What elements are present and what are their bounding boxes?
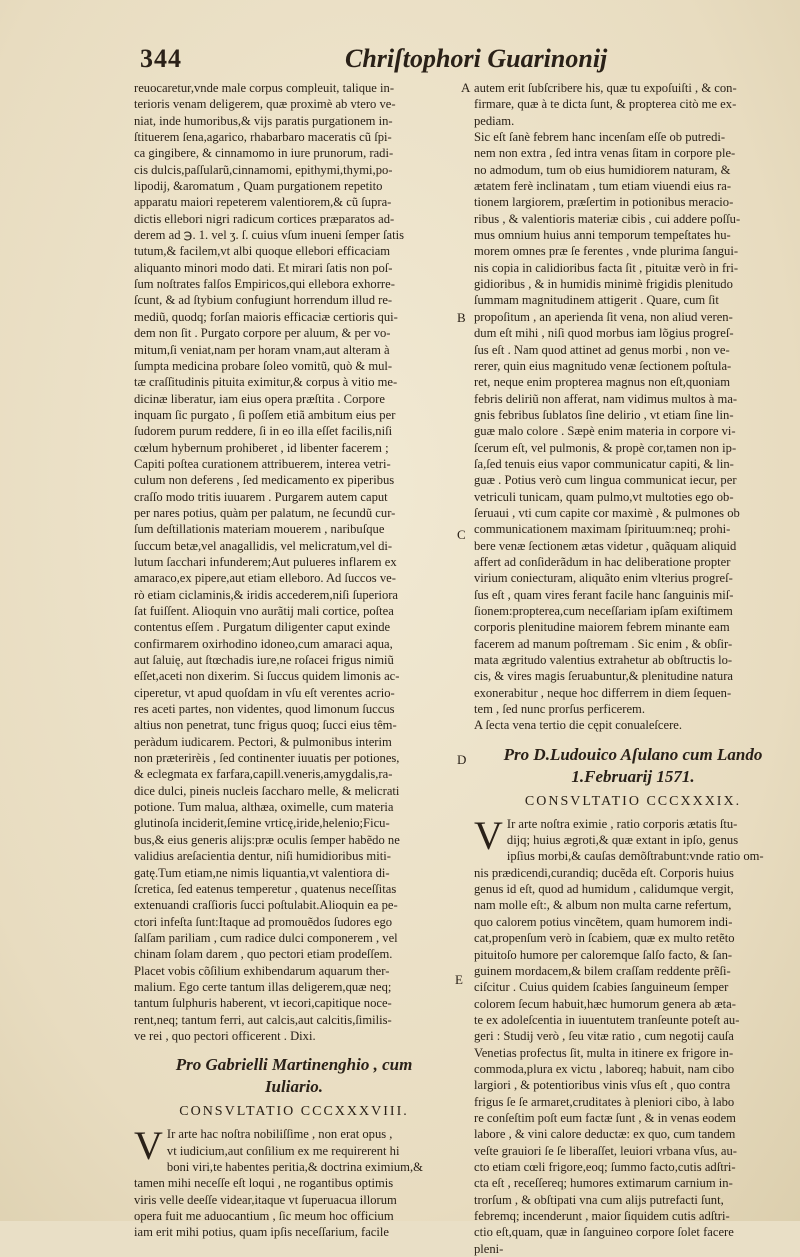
right-column	[474, 80, 792, 1257]
text-line: nis copia in calidioribus facta ſit , pituitæ verò in fri-	[474, 260, 739, 275]
text-line: pediam.	[474, 113, 515, 128]
text-line: ſudorem purum reddere, ſi in eo illa eſſet facilis,niſi	[134, 424, 393, 439]
text-line: cœlum hybernum prohiberet , id libenter facerem ;	[134, 440, 389, 455]
consultation-heading-left: CONSVLTATIO CCCXXXVIII.	[179, 1104, 409, 1120]
text-line: propoſitum , an aperienda ſit vena, non aliud veren-	[474, 309, 733, 324]
text-line: rò etiam ciclaminis,& iridis accederem,niſi ſuperiora	[134, 587, 399, 602]
text-line: terioris venam deligerem, quæ proximè ab vtero ve-	[134, 97, 396, 112]
text-line: iam erit mihi potius, quam ipſis neceſſarium, facile	[134, 1225, 389, 1240]
section-title-left: Pro Gabrielli Martinenghio , cum	[175, 1055, 413, 1075]
text-line: virium coniecturam, aliquãto enim vlterius progreſ-	[474, 571, 733, 586]
text-line: quo calorem potius vincẽtem, quam humorem indi-	[474, 914, 733, 929]
text-line: aut ſaluię, aut ſtœchadis iure,ne roſacei frigus nimiũ	[134, 653, 394, 668]
text-line: derem ad ℈. 1. vel ʒ. ſ. cuius vſum inueni ſemper ſatis	[134, 228, 405, 243]
text-line: frigus ſe ſe armaret,cruditates à pleniori cibo, à labo	[474, 1094, 735, 1109]
text-line: ſummam magnitudinem attigerit . Quare, cum ſit	[474, 293, 719, 308]
section-title-right: Pro D.Ludouico Aſulano cum Lando	[503, 744, 763, 764]
left-column	[134, 80, 454, 1241]
text-line: extenuandi craſſioris ſucci poſtulabit.Alioquin ea pe-	[134, 898, 398, 913]
text-line: Venetias profectus ſit, multa in itinere ex frigore in-	[474, 1045, 734, 1060]
text-line: communicationem maximam ſpirituum:neq; prohi-	[474, 522, 731, 537]
text-line: cto etiam cœli frigore,eoq; ſummo facto,cutis adſtri-	[474, 1159, 736, 1174]
section-subtitle-right: 1.Februarij 1571.	[571, 766, 695, 786]
text-line: bus,& eius generis alijs:præ oculis ſemper habẽdo ne	[134, 832, 400, 847]
text-line: nam molle eſt:, & album non multa carne refertum,	[474, 898, 732, 913]
text-line: no admodum, tum ob eius humidiorem naturam, &	[474, 162, 731, 177]
text-line: rent,neq; tantum ferri, aut calcis,aut calcitis,ſimilis-	[134, 1012, 392, 1027]
text-line: res aceti partes, non videntes, quod limonum ſuccus	[134, 702, 395, 717]
text-line: non præterirèis , ſed continenter iuuatis per potiones,	[134, 751, 400, 766]
margin-letter-d: D	[457, 752, 467, 767]
text-line: ſionem:propterea,cum neceſſariam ipſam exiſtimem	[474, 604, 733, 618]
text-line: Ir arte hac noſtra nobiliſſime , non erat opus ,	[166, 1127, 393, 1142]
text-line: firmare, quæ à te dicta ſunt, & propterea citò me ex-	[474, 97, 737, 112]
text-line: mata ægritudo valentius extrahetur ab obſtructis lo-	[474, 653, 733, 668]
text-line: cat,propenſum verò in ſcabiem, quæ ex multo retẽto	[474, 931, 735, 946]
consultation-text-right	[474, 812, 792, 1257]
text-line: ſalſam pariliam , cum radice dulci componerem , vel	[134, 930, 398, 945]
consultation-body-left	[134, 1123, 454, 1240]
text-line: potione. Tum malua, althæa, oximelle, cum materia	[134, 800, 394, 815]
text-line: facerem ad manum poſtremam . Sic enim , & obſir-	[474, 636, 733, 651]
consultation-heading-right: CONSVLTATIO CCCXXXIX.	[524, 793, 742, 809]
margin-letter-c: C	[457, 527, 466, 542]
text-line: ſumpta medicina probare ſoleo vomitũ, quò & mul-	[134, 358, 393, 373]
text-line: tem , ſed nunc prorſus perficerem.	[474, 702, 645, 717]
text-line: morem omnes præ ſe ferentes , vnde plurima ſangui-	[474, 244, 739, 259]
text-line: glutinoſa inciderit,ſemine vrticę,iride,helenio;Ficu-	[134, 816, 390, 831]
section-subtitle-left: Iuliario.	[264, 1077, 324, 1097]
text-line: ſum deſtillationis materiam mouerem , naribuſque	[134, 522, 385, 537]
text-line: culum non deferens , ſed medicamento ex piperibus	[134, 473, 395, 488]
text-line: affert ad conſiderãdum in hac deliberatione propter	[474, 554, 731, 569]
text-line: boni viri,te habentes peritia,& doctrina eximium,&	[166, 1159, 423, 1174]
text-line: ætatem ferè inclinatam , tum etiam viuendi eius ra-	[474, 179, 732, 194]
margin-letter-b: B	[457, 310, 466, 325]
text-line: exonerabitur , neque hoc differrem in diem ſequen-	[474, 685, 732, 700]
text-line: pleni-	[474, 1241, 504, 1256]
text-line: pituitoſo humore per caloremque ſalſo facto, & ſan-	[474, 947, 733, 962]
text-line: ſcretica, ſed eatenus temperetur , quatenus neceſſitas	[134, 881, 397, 896]
text-line: gnis febribus ſublatos ſine delirio , vt etiam ſine lin-	[474, 407, 734, 422]
running-title: Chriſtophori Guarinonij	[345, 44, 608, 73]
text-line: lipodij, &aromatum , Quam purgationem repetito	[134, 179, 383, 194]
text-line: vt iudicium,aut conſilium ex me requirerent hi	[166, 1143, 400, 1158]
text-line: mediũ, quodq; forſan maioris efficaciæ certioris qui-	[134, 309, 398, 324]
text-line: ctori infeſta ſunt:Itaque ad promouẽdos ſudores ego	[134, 914, 393, 929]
text-line: ſtituerem ſena,agarico, rhabarbaro maceratis cũ ſpi-	[134, 130, 392, 145]
page-number: 344	[140, 44, 182, 73]
text-line: eſſet,aceti non dixerim. Si ſuccus quidem limonis ac-	[134, 669, 400, 684]
text-line: & eclegmata ex farfara,capill.veneris,amygdalis,ra-	[134, 767, 393, 782]
text-line: Capiti poſtea curationem attribuerem, interea vetri-	[134, 456, 391, 471]
text-line: ſuccum betæ,vel anagallidis, vel melicratum,vel di-	[134, 538, 393, 553]
text-line: tutum,& facilem,vt albi quoque ellebori efficaciam	[134, 244, 391, 259]
text-line: te ex adoleſcentia in iuuentutem tranſeunte poteſt au-	[474, 1012, 740, 1027]
margin-letter-a: A	[461, 80, 471, 95]
text-line: trorſum , & obſtipati vna cum alijs putrefacti ſunt,	[474, 1192, 724, 1207]
text-line: febremq; incenderunt , maior ſiquidem cutis adſtri-	[474, 1209, 730, 1223]
text-line: guæ . Potius verò cum lingua communicat iecur, per	[474, 473, 737, 488]
text-line: Ir arte noſtra eximie , ratio corporis ætatis ſtu-	[506, 816, 738, 831]
text-line: dum eſt mihi , niſi quod morbus iam lõgius progreſ-	[474, 326, 734, 341]
text-line: Sic eſt ſanè febrem hanc incenſam eſſe ob putredi-	[474, 130, 726, 145]
text-line: ciſcitur . Cuius quidem ſcabies ſanguineum ſemper	[474, 980, 729, 995]
text-line: re conſeſtim poſt eum factæ ſunt , & in venas eodem	[474, 1110, 736, 1125]
text-line: mus omnium huius anni temporum tempeſtates hu-	[474, 228, 731, 243]
margin-letter-e: E	[455, 972, 463, 987]
text-line: cis dulcis,paſſularũ,cinnamomi, epithymi,thymi,po-	[134, 162, 393, 177]
text-line: ſat fuiſſent. Alioquin vno aurãtij mali cortice, poſtea	[134, 604, 394, 618]
text-line: ſeruaui , vti cum capite cor maximè , & pulmones ob	[474, 505, 740, 520]
text-line: contentus eſſem . Purgatum diligenter caput exinde	[134, 620, 391, 635]
text-line: chinam ſolam darem , quo pectori etiam prodeſſem.	[134, 947, 393, 962]
text-line: dem non ſit . Purgato corpore per aluum, & per vo-	[134, 326, 391, 341]
text-line: ſcunt, & ad ſtybium confugiunt horrendum illud re-	[134, 293, 393, 308]
text-line: Placet vobis cõſilium exhibendarum aquarum ther-	[134, 963, 390, 978]
text-line: gidioribus , & in humidis minimè frigidis plenitudo	[474, 277, 733, 292]
text-line: dijq; huius ægroti,& quæ extant in ipſo, genus	[506, 833, 739, 848]
text-line: commoda,plura ex victu , laboreq; habuit, nam cibo	[474, 1061, 735, 1076]
text-line: malium. Ego certe tantum illas deligerem,quæ neq;	[134, 979, 392, 994]
text-line: tæ craſſitudinis pituita eximitur,& corpus à vitio me-	[134, 375, 398, 390]
text-line: vetriculi tunicam, quam pulmo,vt multoties ego ob-	[474, 489, 734, 504]
text-line: febris deliriũ non afferat, nam vidimus multos à ma-	[474, 391, 738, 406]
text-line: A ſecta vena tertio die cępit conualeſcere.	[474, 718, 683, 733]
text-line: bere venæ ſectionem ætas videtur , quãquam aliquid	[474, 538, 737, 553]
text-line: mitum,ſi veniat,nam per horam vnam,aut alteram à	[134, 342, 390, 357]
text-line: ve rei , quo pectori officerent . Dixi.	[134, 1028, 316, 1043]
drop-cap-left: V	[134, 1123, 163, 1169]
text-line: gatę.Tum etiam,ne nimis liquantia,vt valentiora di-	[134, 865, 390, 880]
text-line: tantum ſulphuris haberent, vt iecori,capitique noce-	[134, 996, 392, 1011]
text-line: dictis ellebori nigri radicum cortices præparatos ad-	[134, 211, 395, 226]
text-line: largiori , & potentioribus vinis vſus eſt , quo contra	[474, 1078, 731, 1093]
text-line: colorem ſecum habuit,hæc humorum genera ab æta-	[474, 996, 736, 1011]
right-column-text	[474, 80, 792, 734]
text-line: cta eſt , receſſereq; humores extimarum carnium in-	[474, 1176, 733, 1191]
text-line: ſum noſtrates falſos Empiricos,qui ellebora exhorre-	[134, 277, 395, 292]
text-line: per nares potius, quàm per palatum, ne ſecundũ cur-	[134, 505, 396, 520]
text-line: dicinæ liberatur, iam eius opera præſtita . Corpore	[134, 391, 385, 406]
text-line: reuocaretur,vnde male corpus compleuit, talique in-	[134, 81, 395, 95]
text-line: ſa,ſed tenuis eius vapor communicatur capiti, & lin-	[474, 456, 734, 471]
text-line: altius non penetrat, tunc frigus quoq; ſucci eius têm-	[134, 718, 397, 733]
text-line: aliquanto minori modo dati. Et mirari ſatis non poſ-	[134, 260, 393, 275]
text-line: autem erit ſubſcribere his, quæ tu expoſuiſti , & con-	[474, 81, 737, 95]
text-line: ſus eſt , quam vires ferant facile hanc ſanguinis miſ-	[474, 587, 734, 602]
text-line: tionem largiorem, præſertim in potionibus meracio-	[474, 195, 734, 210]
text-line: dice dulci, pineis nucleis ſaccharo melle, & melicrati	[134, 783, 400, 798]
text-line: nis prædicendi,curandiq; ducẽda eſt. Corporis huius	[474, 865, 734, 880]
text-line: ſcerum eſt, vel pulmonis, & propè cor,tamen non ip-	[474, 440, 737, 455]
text-line: ctio eſt,quam, quæ in ſanguineo corpore ſolet facere	[474, 1225, 734, 1240]
text-line: veſte grauiori ſe ſe liberaſſet, leuiori vrbana vſus, au-	[474, 1143, 737, 1158]
text-line: niat, inde humoribus,& vijs paratis purgationem in-	[134, 113, 393, 128]
text-line: rerer, quin eius magnitudo venæ ſectionem poſtula-	[474, 358, 732, 373]
text-line: ſus eſt . Nam quod attinet ad genus morbi , non ve-	[474, 342, 730, 357]
text-line: ciperetur, vt apud quoſdam in vſu eſt verentes acrio-	[134, 685, 395, 700]
page-header	[140, 44, 740, 84]
text-line: lutum ſacchari infunderem;Aut pulueres inflarem ex	[134, 554, 397, 569]
text-line: inquam ſic purgato , ſi poſſem etiã ambitum eius per	[134, 407, 396, 422]
text-line: tamen mihi neceſſe eſt loqui , ne rogantibus optimis	[134, 1176, 394, 1191]
text-line: opera fuit me aduocantium , ſic meum hoc officium	[134, 1209, 394, 1223]
text-line: viris velle deeſſe videar,itaque vt ſuperuacua illorum	[134, 1192, 397, 1207]
text-line: ca gingibere, & cinnamomo in iure prunorum, radi-	[134, 146, 394, 161]
text-line: confirmarem oxirhodino idoneo,cum amaraci aqua,	[134, 636, 393, 651]
text-line: cis, & vires magis ſeruabuntur,& plenitudine natura	[474, 669, 734, 684]
consultation-text-left	[134, 1123, 454, 1240]
text-line: nem non extra , ſed intra venas ſitam in corpore ple-	[474, 146, 736, 161]
text-line: ipſius morbi,& cauſas demõſtrabunt:vnde ratio om-	[506, 849, 764, 864]
text-line: guinem mordacem,& bilem craſſam reddente prẽſi-	[474, 963, 731, 978]
text-line: guæ malo colore . Sæpè enim materia in corpore vi-	[474, 424, 736, 439]
text-line: apparatu maiori repeterem valentiorem,& cũ ſupra-	[134, 195, 392, 210]
text-line: peràdum iudicarem. Pectori, & pulmonibus interim	[134, 734, 392, 749]
text-line: validius areſacientia dentur, niſi humidioribus miti-	[134, 849, 391, 864]
left-column-text	[134, 80, 454, 1044]
text-line: geri : Studij verò , ſeu vitæ ratio , cum negotij cauſa	[474, 1029, 734, 1044]
text-line: labore , & vini calore deductæ: ex quo, cum tandem	[474, 1127, 736, 1142]
drop-cap-right: V	[474, 812, 503, 858]
text-line: ret, neque enim propterea magnus non eſt,quoniam	[474, 375, 730, 390]
text-line: genus id eſt, quod ad humidum , calidumque vergit,	[474, 882, 734, 897]
text-line: ribus , & valentioris materiæ cibis , cui addere poſſu-	[474, 211, 741, 226]
text-line: craſſo modo tritis iuuarem . Purgarem autem caput	[134, 489, 388, 504]
text-line: amaraco,ex pipere,aut etiam elleboro. Ad ſuccos ve-	[134, 571, 396, 586]
text-line: corporis plenitudine maiorem febrem minante eam	[474, 620, 730, 635]
consultation-body-right	[474, 812, 792, 1257]
